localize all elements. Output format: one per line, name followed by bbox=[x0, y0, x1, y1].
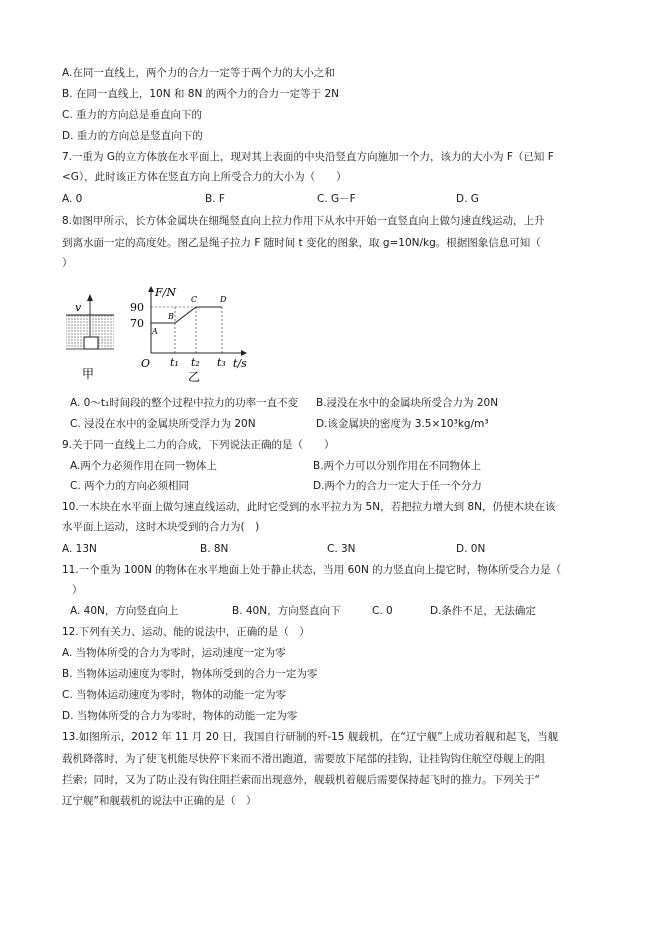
q12-option-b: B. 当物体运动速度为零时，物体所受到的合力一定为零 bbox=[62, 668, 318, 680]
q11-option-c: C. 0 bbox=[372, 605, 393, 617]
q13-stem-line3: 拦索；同时，又为了防止没有钩住阻拦索而出现意外，舰载机着舰后需要保持起飞时的推力。下列关于“ bbox=[62, 774, 540, 786]
q10-option-d: D. 0N bbox=[456, 543, 486, 555]
q9-stem: 9.关于同一直线上二力的合成，下列说法正确的是（ ） bbox=[62, 439, 335, 451]
q9-option-b: B.两个力可以分别作用在不同物体上 bbox=[313, 460, 482, 472]
q8-option-c: C. 浸没在水中的金属块所受浮力为 20N bbox=[70, 418, 256, 430]
point-d-label: D bbox=[220, 295, 227, 304]
x-tick-t3: t₃ bbox=[217, 356, 226, 369]
q12-option-c: C. 当物体运动速度为零时，物体的动能一定为零 bbox=[62, 689, 287, 701]
arrow-up-icon bbox=[87, 294, 93, 301]
q10-option-c: C. 3N bbox=[327, 543, 356, 555]
q8-figure bbox=[62, 285, 262, 385]
metal-block bbox=[84, 337, 98, 349]
q9-option-d: D.两个力的合力一定大于任一个分力 bbox=[313, 480, 482, 492]
q9-option-c: C. 两个力的方向必须相同 bbox=[70, 480, 190, 492]
velocity-label: v bbox=[75, 301, 82, 314]
y-tick-90: 90 bbox=[130, 301, 144, 314]
x-tick-t1: t₁ bbox=[170, 356, 179, 369]
q10-stem-line2: 水平面上运动，这时木块受到的合力为( ) bbox=[62, 521, 260, 533]
jia-caption: 甲 bbox=[82, 367, 95, 381]
figure-yi-graph bbox=[130, 286, 247, 384]
force-curve bbox=[151, 307, 222, 323]
q6-option-b: B. 在同一直线上，10N 和 8N 的两个力的合力一定等于 2N bbox=[62, 88, 340, 100]
yi-caption: 乙 bbox=[188, 370, 201, 384]
q8-option-a: A. 0～t₁时间段的整个过程中拉力的功率一直不变 bbox=[70, 397, 299, 409]
q7-option-a: A. 0 bbox=[62, 193, 83, 205]
x-tick-t2: t₂ bbox=[191, 356, 200, 369]
q11-stem-line2: ） bbox=[72, 584, 83, 596]
y-tick-70: 70 bbox=[130, 317, 144, 330]
q10-option-a: A. 13N bbox=[62, 543, 97, 555]
q8-stem-line3: ） bbox=[62, 257, 73, 269]
origin-label: O bbox=[141, 357, 151, 370]
q7-stem-line2: <G），此时该正方体在竖直方向上所受合力的大小为（ ） bbox=[62, 171, 347, 183]
q9-option-a: A.两个力必须作用在同一物体上 bbox=[70, 460, 217, 472]
q11-option-d: D.条件不足，无法确定 bbox=[430, 605, 536, 617]
x-axis-arrow-icon bbox=[241, 350, 247, 356]
q12-option-a: A. 当物体所受的合力为零时，运动速度一定为零 bbox=[62, 647, 286, 659]
q12-option-d: D. 当物体所受的合力为零时，物体的动能一定为零 bbox=[62, 710, 298, 722]
q12-stem: 12.下列有关力、运动、能的说法中，正确的是（ ） bbox=[62, 626, 310, 638]
q6-option-d: D. 重力的方向总是竖直向下的 bbox=[62, 130, 203, 142]
q10-option-b: B. 8N bbox=[200, 543, 229, 555]
point-a-label: A bbox=[152, 327, 158, 336]
q11-option-a: A. 40N，方向竖直向上 bbox=[70, 605, 179, 617]
q8-option-b: B.浸没在水中的金属块所受合力为 20N bbox=[316, 397, 499, 409]
q7-stem-line1: 7.一重为 G的立方体放在水平面上，现对其上表面的中央沿竖直方向施加一个力，该力的大小为 F（已知 F bbox=[62, 151, 554, 163]
y-axis-arrow-icon bbox=[148, 286, 154, 292]
figure-jia bbox=[66, 294, 114, 381]
q6-option-c: C. 重力的方向总是垂直向下的 bbox=[62, 109, 203, 121]
q7-option-b: B. F bbox=[205, 193, 225, 205]
q8-stem-line2: 到离水面一定的高度处。图乙是绳子拉力 F 随时间 t 变化的图象，取 g=10N/kg。根据图象信息可知（ bbox=[62, 237, 541, 249]
q8-option-d: D.该金属块的密度为 3.5×10³kg/m³ bbox=[316, 418, 489, 430]
q13-stem-line4: 辽宁舰”和舰载机的说法中正确的是（ ） bbox=[62, 795, 257, 807]
q11-stem-line1: 11.一个重为 100N 的物体在水平地面上处于静止状态，当用 60N 的力竖直向上提它时，物体所受合力是（ bbox=[62, 564, 562, 576]
q13-stem-line1: 13.如图所示，2012 年 11 月 20 日，我国自行研制的歼-15 舰载机，在“辽宁舰”上成功着舰和起飞，当舰 bbox=[62, 731, 559, 743]
point-c-label: C bbox=[191, 295, 198, 304]
x-axis-label: t/s bbox=[233, 357, 247, 370]
q8-stem-line1: 8.如图甲所示，长方体金属块在细绳竖直向上拉力作用下从水中开始一直竖直向上做匀速直线运动，上升 bbox=[62, 215, 545, 227]
q7-option-d: D. G bbox=[456, 193, 479, 205]
point-b-label: B bbox=[168, 312, 174, 321]
y-axis-label: F/N bbox=[155, 286, 176, 299]
q7-option-c: C. G－F bbox=[317, 193, 356, 205]
q6-option-a: A.在同一直线上，两个力的合力一定等于两个力的大小之和 bbox=[62, 67, 335, 79]
q10-stem-line1: 10.一木块在水平面上做匀速直线运动，此时它受到的水平拉力为 5N，若把拉力增大到 8N，仍使木块在该 bbox=[62, 501, 556, 513]
q11-option-b: B. 40N，方向竖直向下 bbox=[232, 605, 341, 617]
q13-stem-line2: 载机降落时，为了使飞机能尽快停下来而不滑出跑道，需要放下尾部的挂钩，让挂钩钩住航空母舰上的阻 bbox=[62, 753, 545, 765]
